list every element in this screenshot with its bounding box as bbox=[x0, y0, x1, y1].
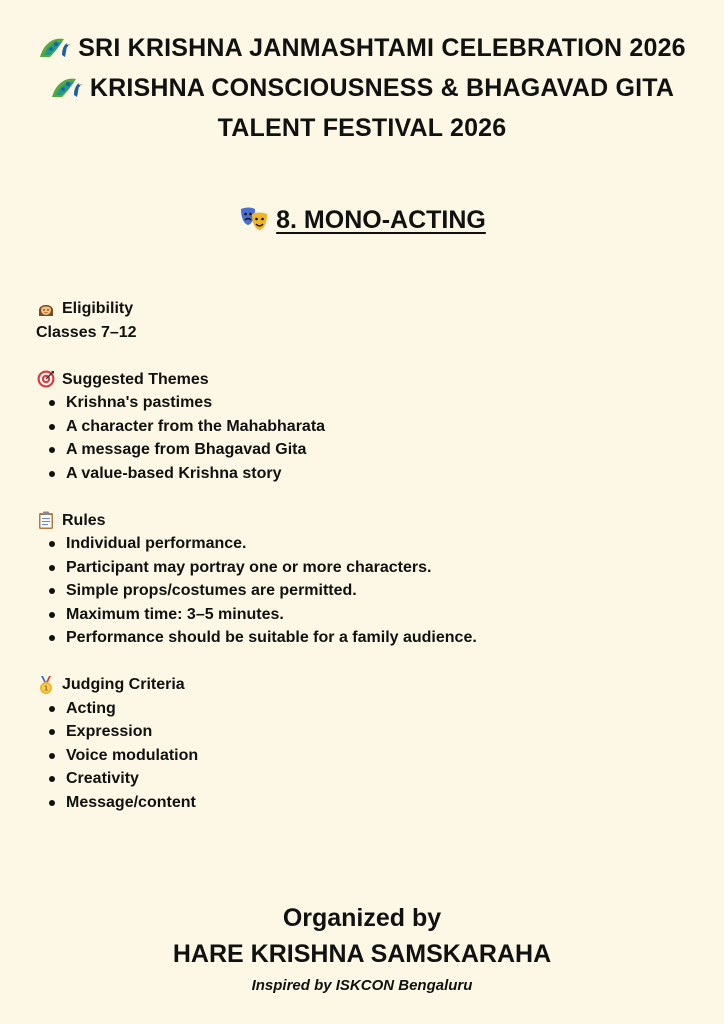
header-line-1 bbox=[0, 28, 724, 68]
list-item: Krishna's pastimes bbox=[36, 391, 696, 415]
peacock-icon bbox=[38, 33, 72, 61]
list-item: Maximum time: 3–5 minutes. bbox=[36, 603, 696, 627]
section-title-inner bbox=[238, 206, 486, 234]
judging-list bbox=[36, 697, 696, 815]
section-title bbox=[0, 202, 724, 238]
details-content bbox=[36, 297, 696, 814]
organizer-name: HARE KRISHNA SAMSKARAHA bbox=[172, 940, 552, 968]
list-item: Individual performance. bbox=[36, 532, 696, 556]
rules-heading bbox=[36, 509, 696, 533]
list-item: A character from the Mahabharata bbox=[36, 415, 696, 439]
peacock-icon bbox=[50, 73, 84, 101]
target-icon bbox=[36, 369, 56, 389]
list-item: Voice modulation bbox=[36, 744, 696, 768]
clipboard-icon bbox=[36, 510, 56, 530]
medal-icon bbox=[36, 675, 56, 695]
judging-heading bbox=[36, 673, 696, 697]
themes-list bbox=[36, 391, 696, 485]
list-item: A value-based Krishna story bbox=[36, 462, 696, 486]
themes-heading bbox=[36, 368, 696, 392]
eligibility-value: Classes 7–12 bbox=[36, 323, 137, 341]
list-item: Simple props/costumes are permitted. bbox=[36, 579, 696, 603]
spacer bbox=[36, 344, 696, 368]
themes-heading-text: Suggested Themes bbox=[62, 370, 209, 388]
list-item: Acting bbox=[36, 697, 696, 721]
header-line-3: TALENT FESTIVAL 2026 bbox=[217, 114, 507, 142]
list-item: Performance should be suitable for a family audience. bbox=[36, 626, 696, 650]
svg-text:1: 1 bbox=[43, 684, 49, 693]
eligibility-heading bbox=[36, 297, 696, 321]
eligibility-heading-text: Eligibility bbox=[62, 300, 134, 317]
list-item: A message from Bhagavad Gita bbox=[36, 438, 696, 462]
spacer bbox=[36, 485, 696, 509]
list-item: Participant may portray one or more characters. bbox=[36, 556, 696, 580]
rules-list bbox=[36, 532, 696, 650]
section-title-text: 8. MONO-ACTING bbox=[276, 206, 486, 234]
list-item: Creativity bbox=[36, 767, 696, 791]
inspired-by-text: Inspired by ISKCON Bengaluru bbox=[251, 977, 473, 994]
judging-heading-text: Judging Criteria bbox=[62, 676, 185, 693]
poster-footer bbox=[0, 900, 724, 998]
list-item: Message/content bbox=[36, 791, 696, 815]
spacer bbox=[36, 650, 696, 674]
header-title-1: SRI KRISHNA JANMASHTAMI CELEBRATION 2026 bbox=[78, 34, 686, 62]
theater-masks-icon bbox=[238, 205, 270, 233]
girl-icon bbox=[36, 299, 56, 319]
poster-header bbox=[0, 28, 724, 148]
organized-by-label: Organized by bbox=[282, 904, 442, 932]
header-title-2: KRISHNA CONSCIOUSNESS & BHAGAVAD GITA bbox=[89, 74, 675, 102]
header-line-2 bbox=[0, 68, 724, 108]
rules-heading-text: Rules bbox=[62, 511, 106, 529]
list-item: Expression bbox=[36, 720, 696, 744]
